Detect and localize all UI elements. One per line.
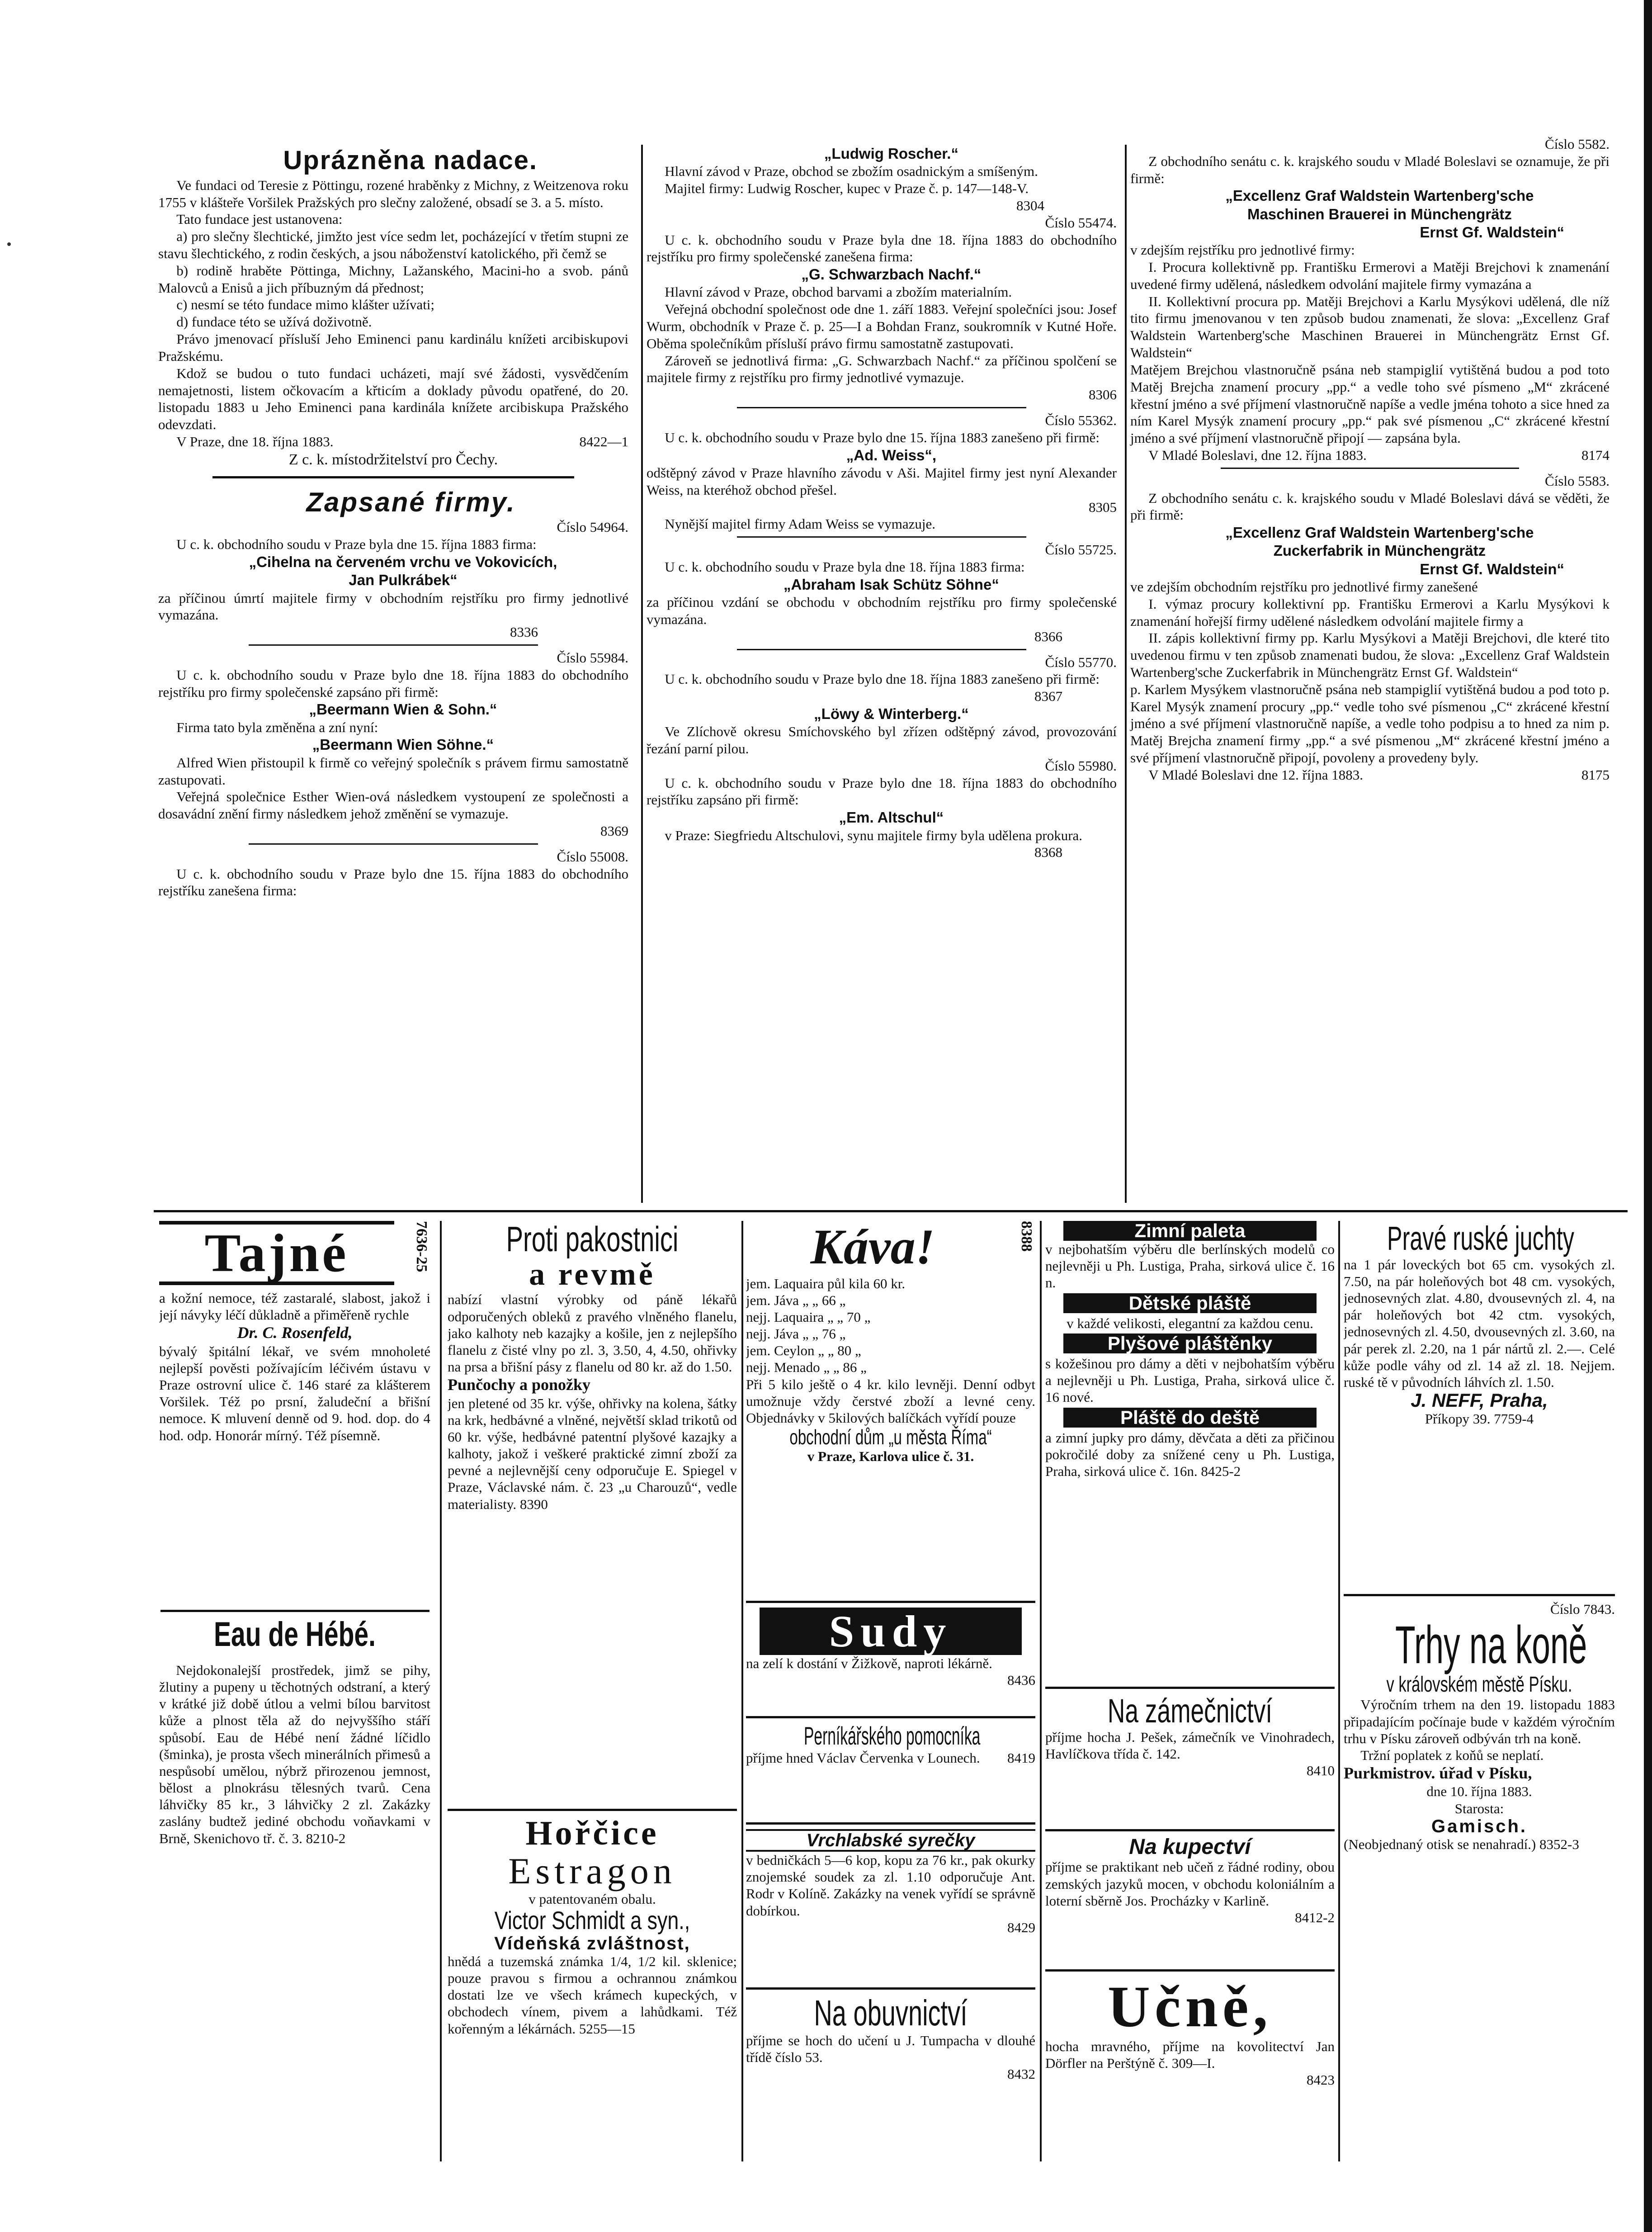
entry-code: 8304 [1016, 197, 1044, 213]
ad-text: příjme hocha J. Pešek, zámečník ve Vinohradech, Havlíčkova třída č. 142. [1045, 1729, 1335, 1762]
page-edge [1644, 0, 1652, 2232]
ad-vrchlabske [746, 1829, 1035, 1983]
ad-trhy-na-kone [1344, 1601, 1615, 2161]
entry-number: Číslo 55725. [1045, 542, 1117, 558]
ad-kava [746, 1221, 1035, 1596]
paragraph: odštěpný závod v Praze hlavního závodu v Aši. Majitel firmy jest nyní Alexander Weiss, na kteréhož obchod přešel. [647, 464, 1117, 498]
entry-number: Číslo 5583. [1545, 473, 1610, 489]
ad-border [1045, 1829, 1335, 1831]
ad-border [448, 1809, 737, 1811]
paragraph: p. Karlem Mysýkem vlastnoručně psána neb stampiglií vytištěná budou a pod toto p. Karel Mysýk znamení procury „pp.“ vedle toho své písmenou „C“ zkrácené křestní jméno a své příjmení vlastnoručně napíše, a vedle toho podpisu a to hned za nim p. Matěj Brejcha znamení firmy „pp.“ a své písmenou „M“ zkrácené křestní jméno a své příjmení vlastnoručně připojí, povoleny a provedeny byly. [1130, 681, 1610, 766]
ad-ruske-juchty [1344, 1221, 1615, 1592]
ad-text: s kožešinou pro dámy a děti v nejbohatším výběru a nejlevněji u Ph. Lustiga, Praha, sirková ulice č. 16 nové. [1045, 1356, 1335, 1405]
paragraph: d) fundace této se užívá doživotně. [176, 314, 372, 330]
ad-ucne [1045, 1976, 1335, 2161]
ad-text: v každé velikosti, elegantní za každou cenu. [1067, 1315, 1313, 1331]
ad-name: Gamisch. [1431, 1816, 1528, 1836]
firm-name: Jan Pulkrábek“ [349, 572, 458, 589]
divider [249, 644, 538, 646]
ad-title: Proti pakostnici [506, 1221, 679, 1259]
firms-heading: Zapsané firmy. [306, 487, 516, 518]
paragraph: Zároveň se jednotlivá firma: „G. Schwarzbach Nachf.“ za příčinou spolčení se majitele firmy z rejstříku pro firmy jednotlivé vymazuje. [647, 352, 1117, 386]
ad-tajne [159, 1221, 430, 1601]
divider [737, 649, 1026, 650]
ad-text: v bedničkách 5—6 kop, kopu za 76 kr., pak okurky znojemské soudek za zl. 1.10 odporučuje Ant. Rodr v Kolíně. Zakázky na venek vyřídí se správně dobírkou. [746, 1852, 1035, 1919]
paragraph: I. Procura kollektivně pp. Františku Ermerovi a Matěji Brejchovi k znamenání uvedené firmy udělená, následkem odvolání majitele firmy vymazána a [1130, 259, 1610, 292]
ad-code: 8432 [1007, 2066, 1035, 2082]
ad-signature: Purkmistrov. úřad v Písku, [1344, 1764, 1532, 1783]
ad-text: v nejbohatším výběru dle berlínských modelů co nejlevněji u Ph. Lustiga, Praha, sirková ulice č. 16 n. [1045, 1241, 1335, 1291]
paragraph: II. Kollektivní procura pp. Matěji Brejchovi a Karlu Mysýkovi udělená, dle níž tito firmu jmenovanou v ten způsob budou znamenati, že slova: „Excellenz Graf Waldstein Wartenberg'sche Maschinen Brauerei in Münchengrätz Ernst Gf. Waldstein“ [1130, 293, 1610, 361]
ad-address: Příkopy 39. 7759-4 [1425, 1411, 1534, 1427]
paragraph: Z obchodního senátu c. k. krajského soudu v Mladé Boleslavi se oznamuje, že při firmě: [1130, 153, 1610, 186]
ad-subtitle: v královském městě Písku. [1386, 1673, 1572, 1697]
ad-border [1344, 1594, 1615, 1596]
paragraph: Právo jmenovací přísluší Jeho Eminenci panu kardinálu knížeti arcibiskupovi Pražskému. [158, 331, 628, 364]
ad-text: a kožní nemoce, též zastaralé, slabost, jakož i její návyky léčí důkladně a přiměřeně rychle [159, 1290, 430, 1323]
paragraph: II. zápis kollektivní firmy pp. Karlu Mysýkovi a Matěji Brejchovi, dle které tito uvedenou firmu v ten způsob znamenati budou, že slova: „Excellenz Graf Waldstein Wartenberg'sche Zuckerfabrik in Münchengrätz Ernst Gf. Waldstein“ [1130, 630, 1610, 680]
entry-number: Číslo 55980. [1045, 757, 1117, 774]
price-row: nejj. Jáva „ „ 76 „ [746, 1326, 846, 1342]
ad-rule [440, 1221, 442, 2161]
ad-code: 8412-2 [1295, 1909, 1335, 1925]
dateline: V Mladé Boleslavi, dne 12. října 1883. 8174 [1148, 447, 1610, 463]
paragraph: a) pro slečny šlechtické, jimžto jest více sedm let, pocházející v třetím stupni ze stavu šlechtického, z rodin českých, a jsou náboženství katolického, při čemž se [158, 228, 628, 261]
entry-number: Číslo 55770. [1045, 654, 1117, 670]
ad-heading: Pláště do deště [1063, 1408, 1317, 1428]
ad-text: a zimní jupky pro dámy, děvčata a děti za přičinou pokročilé doby za snížené ceny u Ph. Lustiga, Praha, sirková ulice č. 16n. 8425-2 [1045, 1429, 1335, 1480]
ad-eau-de-hebe [159, 1617, 430, 2159]
paragraph: Veřejná obchodní společnost ode dne 1. září 1883. Veřejní společníci jsou: Josef Wurm, obchodník v Praze č. p. 25—I a Bohdan Franz, soukromník v Kutné Hoře. Oběma společníkům přísluší právo firmu samostatně zastupovati. [647, 301, 1117, 351]
ad-rule [741, 1221, 743, 2161]
firm-name: „Beermann Wien Söhne.“ [312, 736, 494, 753]
ad-title: Učně, [1107, 1976, 1273, 2039]
paragraph: Hlavní závod v Praze, obchod se zbožím osadnickým a smíšeným. [665, 163, 1038, 180]
ad-rule [1040, 1221, 1042, 2161]
ad-date: dne 10. října 1883. [1426, 1783, 1532, 1800]
ad-text: hnědá a tuzemská známka 1/4, 1/2 kil. sklenice; pouze pravou s firmou a ochrannou známkou dostati lze ve všech krámech kupeckých, v obchodech vínem, pivem a lahůdkami. Též kořenným a lékárnách. 5255—15 [448, 1953, 737, 2037]
firm-name: „Excellenz Graf Waldstein Wartenberg'sche [1225, 187, 1534, 204]
paragraph: Tato fundace jest ustanovena: [176, 211, 343, 227]
ad-note: (Neobjednaný otisk se nenahradí.) 8352-3 [1344, 1836, 1579, 1852]
ad-address: v Praze, Karlova ulice č. 31. [807, 1448, 974, 1465]
ad-text: příjme hned Václav Červenka v Lounech. 8419 [746, 1750, 1035, 1766]
scan-speck [7, 242, 11, 246]
ad-horcice [448, 1816, 737, 2164]
ad-text: v patentovaném obalu. [529, 1891, 656, 1907]
divider [1221, 468, 1519, 469]
ad-title: Káva! [810, 1221, 935, 1274]
paragraph: U c. k. obchodního soudu v Praze bylo dne 18. října 1883 do obchodního rejstříku zapsáno při firmě: [647, 775, 1117, 808]
entry-number: Číslo 55984. [557, 649, 628, 666]
entry-code: 8366 [1034, 628, 1062, 644]
entry-code: 8306 [1089, 387, 1117, 403]
ad-text: na 1 pár loveckých bot 65 cm. vysokých zl. 7.50, na pár holeňových bot 48 cm. vysokých, jednosevných zlat. 4.80, dvousevných zl. 4, na pár holeňových bot 42 ctm. vysokých, jednosevných zl. 4.50, dvousevných zl. 3.60, na pár perek zl. 2.20, na 1 pár nártů zl. 2.—. Celé kůže podle váhy od zl. 14 až zl. 18. Nejjem. ruské tě v původních láhvích zl. 1.50. [1344, 1256, 1615, 1390]
price-row: nejj. Laquaira „ „ 70 „ [746, 1309, 871, 1325]
ad-border [160, 1610, 430, 1612]
ad-text: příjme se praktikant neb učeň z řádné rodiny, obou zemských jazyků mocen, v obchodu koloniálním a loterní sběrně Jos. Procházky v Karlině. [1045, 1859, 1335, 1909]
ad-title: Eau de Hébé. [214, 1617, 376, 1654]
ad-text: hocha mravného, příjme na kovolitectví Jan Dörfler na Perštýně č. 309—I. [1045, 2038, 1335, 2071]
firm-name: „Em. Altschul“ [839, 809, 944, 826]
firm-name: „G. Schwarzbach Nachf.“ [801, 266, 982, 283]
divider [212, 476, 574, 478]
entry-code: 8368 [1034, 844, 1062, 861]
paragraph: Veřejná společnice Esther Wien-ová následkem vystoupení ze společnosti a dosavádní znění firmy následkem jehož změnění se vymazuje. [158, 789, 628, 822]
paragraph: Ve Zlíchově okresu Smíchovského byl zřízen odštěpný závod, provozování řezání parní pilou. [647, 724, 1117, 757]
left-column [158, 145, 628, 899]
ad-doctor: Dr. C. Rosenfeld, [237, 1324, 353, 1342]
ad-title: Hořčice [525, 1816, 659, 1852]
price-list [746, 1275, 1035, 1376]
ad-border [746, 1822, 1035, 1825]
ad-border [746, 1987, 1035, 1990]
firm-name: Ernst Gf. Waldstein“ [1420, 223, 1564, 241]
firm-name: „Beermann Wien & Sohn.“ [309, 701, 497, 718]
ad-heading: Dětské pláště [1063, 1293, 1317, 1313]
fundation-heading: Uprázněna nadace. [283, 146, 538, 175]
firm-name: „Ludwig Roscher.“ [824, 145, 958, 162]
ad-text: bývalý špitální lékař, ve svém mnoholeté nejlepší pověsti požívajícím léčivém ústavu v Praze ostrovní ulice č. 146 staré za klášterem Voršilek. Též po prsní, žaludeční a břišní nemoce. K mluvení denně od 9. hod. dop. do 4 hod. odp. Honorár mírný. Též písemně. [159, 1343, 430, 1443]
ad-title: Na zámečnictví [1107, 1693, 1273, 1730]
firm-name: „Löwy & Winterberg.“ [814, 705, 969, 722]
entry-code: 8305 [1089, 499, 1117, 515]
paragraph: Alfred Wien přistoupil k firmě co veřejný společník s právem firmu samostatně zastupovati. [158, 754, 628, 788]
ad-text: Při 5 kilo ještě o 4 kr. kilo levněji. Denní odbyt umožnuje vždy čerstvé zboží a levné ceny. Objednávky v 5kilových balíčkách vyřídí pouze [746, 1376, 1035, 1426]
entry-number: Číslo 55008. [557, 848, 628, 865]
ad-title: Tajné [159, 1221, 394, 1285]
paragraph: U c. k. obchodního soudu v Praze bylo dne 18. října 1883 zanešeno při firmě: [665, 671, 1100, 687]
ad-text: na zelí k dostání v Žižkově, naproti lékárně. [746, 1655, 992, 1671]
ad-code: 8436 [1007, 1672, 1035, 1688]
ad-border [746, 1716, 1035, 1718]
paragraph: Majitel firmy: Ludwig Roscher, kupec v Praze č. p. 147—148-V. [665, 180, 1029, 197]
ad-title: Na kupectví [1129, 1836, 1251, 1859]
ad-border [1045, 1687, 1335, 1689]
entry-code: 8367 [1034, 688, 1062, 705]
section-rule [154, 1210, 1628, 1212]
ad-rule [1338, 1221, 1340, 2161]
middle-column [647, 145, 1117, 861]
entry-code: 8336 [510, 624, 538, 640]
paragraph: v Praze: Siegfriedu Altschulovi, synu majitele firmy byla udělena prokura. [665, 827, 1083, 843]
ad-text: Výročním trhem na den 19. listopadu 1883 připadajícím počínaje bude v každém výročním trhu v Písku zároveň odbýván trh na koně. [1344, 1697, 1615, 1746]
paragraph: Nynější majitel firmy Adam Weiss se vymazuje. [665, 516, 936, 532]
paragraph: za příčinou vzdání se obchodu v obchodním rejstříku pro firmy společenské vymazána. [647, 594, 1117, 627]
paragraph: U c. k. obchodního soudu v Praze bylo dne 15. října 1883 do obchodního rejstříku zanešena firma: [158, 865, 628, 899]
column-rule [1125, 145, 1127, 1203]
divider [737, 536, 1026, 538]
ad-text: Nejdokonalejší prostředek, jimž se pihy, žlutiny a pupeny u těchotných odstraní, a který v krátké již době útlou a velmi bílou barvitost kůže a plnost těla až do nejvyššího stáří spůsobí. Eau de Hébé není žádné líčidlo (šminka), je prosta všech minerálních přimesů a nespůsobí umělou, nýbrž přirozenou jemnost, bělost a plnokrásu tělesných tvarů. Cena láhvičky 85 kr., 3 láhvičky 2 zl. Zakázky zaslány budtež jediné obchodu voňavkami v Brně, Skenichovo tř. č. 3. 8210-2 [159, 1662, 430, 1846]
ad-firm: Victor Schmidt a syn., [494, 1906, 690, 1935]
ad-signature: J. NEFF, Praha, [1411, 1390, 1548, 1411]
paragraph: b) rodině hraběte Pöttinga, Michny, Lažanského, Macini-ho a svob. pánů Malovců a Enisů a jich příbuzným dá přednost; [158, 262, 628, 296]
ad-obuvnictvi [746, 1994, 1035, 2161]
paragraph: Kdož se budou o tuto fundaci ucházeti, mají své žádosti, vysvědčením nemajetnosti, listem očkovacím a křticím a doklady původu opatřené, do 20. listopadu 1883 u Jeho Eminenci pana kardinála knížete arcibiskupa Pražského odevzdati. [158, 365, 628, 433]
ad-text: jen pletené od 35 kr. výše, ohřivky na kolena, šátky na krk, hedbávné a vlněné, největší sklad trikotů od 60 kr. výše, hedbávné patentní plyšové kazajky a kalhoty, jakož i veškeré praktické zimní zboží za pevné a nejlevnější ceny odporučuje E. Spiegel v Praze, Václavské nám. č. 23 „u Charouzů“, vedle materialisty. 8390 [448, 1395, 737, 1512]
entry-number: Číslo 54964. [557, 519, 628, 535]
ad-zamecnictvi [1045, 1693, 1335, 1829]
paragraph: Hlavní závod v Praze, obchod barvami a zbožím materialním. [665, 284, 1012, 300]
column-rule [641, 145, 643, 1203]
firm-name: „Excellenz Graf Waldstein Wartenberg'sche [1225, 524, 1534, 541]
entry-number: Číslo 55362. [1045, 412, 1117, 429]
ad-title: Vrchlabské syrečky [746, 1829, 1035, 1852]
firm-name: Ernst Gf. Waldstein“ [1420, 560, 1564, 577]
paragraph: c) nesmí se této fundace mimo klášter užívati; [176, 297, 435, 313]
ad-text: nabízí vlastní výrobky od páně lékařů odporučených obleků z pravého vlněného flanelu, jako kalhoty neb kazajky a košile, jen z nejlepšího flanelu z čisté vlny po zl. 3, 3.50, 4, 4.50, ohřivky na prsa a břišní pásy z flanelu od 80 kr. až do 1.50. [448, 1291, 737, 1375]
ad-border [1045, 1969, 1335, 1972]
ad-kupectvi [1045, 1836, 1335, 1967]
ad-title: Na obuvnictví [814, 1994, 968, 2033]
entry-code: 8369 [600, 823, 628, 839]
ad-text: příjme se hoch do učení u J. Tumpacha v dlouhé třídě číslo 53. [746, 2033, 1035, 2066]
paragraph: za příčinou úmrtí majitele firmy v obchodním rejstříku pro firmy jednotlivé vymazána. [158, 590, 628, 623]
ad-number: Číslo 7843. [1550, 1601, 1615, 1617]
ad-shop: obchodní dům „u města Říma“ [789, 1425, 992, 1449]
entry-number: Číslo 55474. [1045, 214, 1117, 231]
firm-name: „Cihelna na červeném vrchu ve Vokovicích, [249, 553, 557, 571]
ad-text: Tržní poplatek z koňů se neplatí. [1360, 1747, 1544, 1764]
ad-label: Starosta: [1454, 1800, 1504, 1816]
paragraph: U c. k. obchodního soudu v Praze bylo dne 15. října 1883 zanešeno při firmě: [665, 429, 1100, 445]
right-column [1130, 136, 1610, 784]
ad-title: Perníkářského pomocníka [804, 1723, 981, 1750]
firm-name: Zuckerfabrik in Münchengrätz [1273, 542, 1486, 559]
firm-name: „Abraham Isak Schütz Söhne“ [784, 576, 999, 593]
ad-proti-pakostnici [448, 1221, 737, 1804]
price-row: nejj. Menado „ „ 86 „ [746, 1359, 867, 1376]
divider [737, 407, 1026, 408]
paragraph: U c. k. obchodního soudu v Praze bylo dne 18. října 1883 do obchodního rejstříku pro firmy společenské zapsáno při firmě: [158, 667, 628, 700]
paragraph: ve zdejším obchodním rejstříku pro jednotlivé firmy zanešené [1130, 578, 1478, 595]
signature: Z c. k. místodržitelství pro Čechy. [288, 451, 498, 468]
paragraph: I. výmaz procury kollektivní pp. Františku Ermerovi a Karlu Mysýkovi k znamenání hořejší firmy udělené následkem odvolání majitele firmy a [1130, 596, 1610, 629]
ad-code: 7636-25 [413, 1221, 430, 1272]
dateline: V Praze, dne 18. října 1883. 8422—1 [176, 433, 628, 449]
ad-heading: Plyšové pláštěnky [1063, 1334, 1317, 1353]
paragraph: U c. k. obchodního soudu v Praze byla dne 18. října 1883 firma: [665, 559, 1025, 575]
ad-code: 8429 [1007, 1919, 1035, 1935]
ad-title: Sudy [760, 1608, 1022, 1655]
price-row: jem. Laquaira půl kila 60 kr. [746, 1275, 906, 1291]
ad-code: 8410 [1307, 1763, 1335, 1779]
ad-subtitle: a revmě [529, 1257, 656, 1292]
paragraph: Matějem Brejchou vlastnoručně psána neb stampiglií vytištěná budou a pod toto Matěj Brejcha znamení procury „pp.“ a vedle toho své písmeno „M“ zkrácené křestní jméno a své příjmení vlastnoručně napíše a vedle jména tohoto a sice hned za ním Karel Mysýk znamení procury „pp.“ pak své písmenou „C“ zkrácené křestní jméno a své příjmení vlastnoručně připojí — zapsána byla. [1130, 361, 1610, 446]
ad-subtitle: Estragon [508, 1850, 676, 1892]
ad-sudy [746, 1608, 1035, 1712]
ad-title: Trhy na koně [1395, 1615, 1587, 1675]
ad-title: Pravé ruské juchty [1387, 1221, 1574, 1257]
ad-heading: Zimní paleta [1063, 1221, 1317, 1241]
ad-firm-sub: Vídeňská zvláštnost, [494, 1933, 690, 1953]
paragraph: Z obchodního senátu c. k. krajského soudu v Mladé Boleslavi dává se věděti, že při firmě: [1130, 490, 1610, 523]
divider [249, 843, 538, 845]
ad-code: 8388 [1018, 1221, 1035, 1252]
firm-name: „Ad. Weiss“, [846, 446, 937, 463]
ad-subhead: Punčochy a ponožky [448, 1376, 591, 1394]
entry-number: Číslo 5582. [1545, 136, 1610, 152]
firm-name: Maschinen Brauerei in Münchengrätz [1247, 205, 1512, 222]
price-row: jem. Ceylon „ „ 80 „ [746, 1343, 861, 1359]
price-row: jem. Jáva „ „ 66 „ [746, 1292, 846, 1308]
paragraph: U c. k. obchodního soudu v Praze byla dne 15. října 1883 firma: [176, 536, 537, 553]
ad-pernikar [746, 1723, 1035, 1822]
dateline: V Mladé Boleslavi dne 12. října 1883. 8175 [1148, 766, 1610, 783]
paragraph: v zdejším rejstříku pro jednotlivé firmy: [1130, 242, 1355, 258]
paragraph: Ve fundaci od Teresie z Pöttingu, rozené hraběnky z Michny, z Weitzenova roku 1755 v klášteře Voršilek Pražských pro slečny založené, obsadí se 3. a 5. místo. [158, 177, 628, 210]
ad-border [746, 1601, 1035, 1603]
paragraph: U c. k. obchodního soudu v Praze byla dne 18. října 1883 do obchodního rejstříku pro firmy společenské zanešena firma: [647, 232, 1117, 265]
paragraph: Firma tato byla změněna a zní nyní: [176, 719, 378, 735]
ad-code: 8423 [1307, 2071, 1335, 2088]
